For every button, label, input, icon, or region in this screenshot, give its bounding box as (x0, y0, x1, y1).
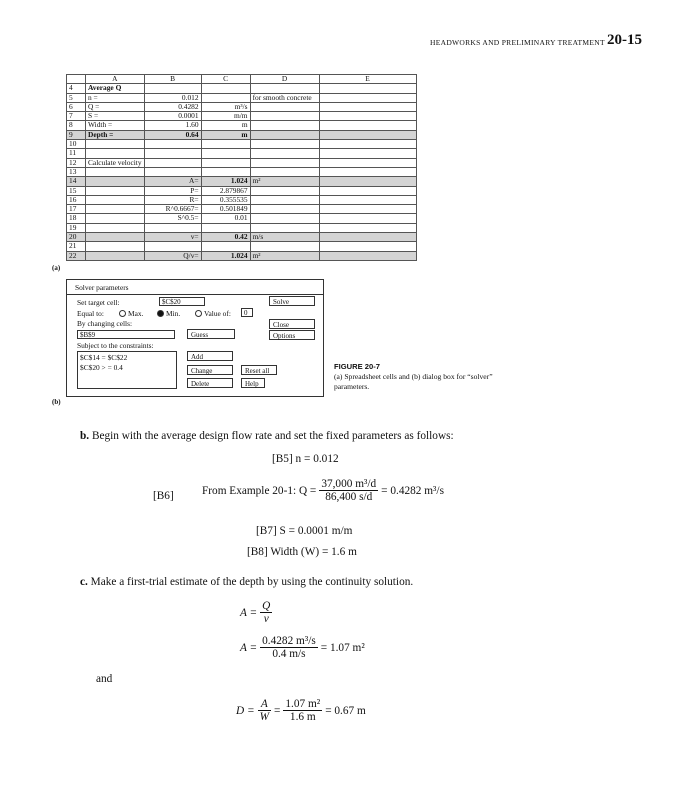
cell-e[interactable] (319, 102, 416, 111)
fraction-denominator: W (259, 711, 270, 723)
cell-e[interactable] (319, 140, 416, 149)
constraints-list[interactable] (77, 351, 177, 389)
min-radio-group[interactable] (157, 309, 180, 318)
dialog-title: Solver parameters (75, 283, 129, 292)
caption-line: (a) Spreadsheet cells and (b) dialog box for “solver” (334, 372, 493, 381)
cell-d[interactable] (250, 158, 319, 167)
cell-b[interactable]: S^0.5= (144, 214, 201, 223)
cell-b[interactable] (144, 140, 201, 149)
cell-e[interactable] (319, 195, 416, 204)
add-button[interactable]: Add (187, 351, 233, 361)
cell-b[interactable]: R^0.6667= (144, 205, 201, 214)
column-header: C (201, 75, 250, 84)
column-header: A (86, 75, 145, 84)
value-of-radio[interactable] (195, 310, 202, 317)
cell-d[interactable] (250, 121, 319, 130)
cell-c[interactable] (201, 93, 250, 102)
equation-b7: [B7] S = 0.0001 m/m (256, 525, 353, 537)
cell-c[interactable]: 2.879867 (201, 186, 250, 195)
cell-b[interactable]: 0.0001 (144, 112, 201, 121)
change-button[interactable]: Change (187, 365, 233, 375)
cell-c[interactable] (201, 84, 250, 93)
cell-a[interactable]: Calculate velocity (86, 158, 145, 167)
cell-a[interactable] (86, 223, 145, 232)
cell-e[interactable] (319, 158, 416, 167)
depth-equals: = (274, 704, 281, 717)
cell-c[interactable]: 1.024 (201, 177, 250, 186)
solve-button[interactable]: Solve (269, 296, 315, 306)
spreadsheet-row (67, 233, 417, 242)
row-number-cell[interactable]: 5 (67, 93, 86, 102)
depth-result: = 0.67 m (325, 704, 366, 717)
page-number: 20-15 (607, 32, 642, 48)
cell-a[interactable] (86, 214, 145, 223)
cell-a[interactable] (86, 233, 145, 242)
cell-e[interactable] (319, 121, 416, 130)
cell-e[interactable] (319, 214, 416, 223)
row-number-cell[interactable]: 7 (67, 112, 86, 121)
cell-e[interactable] (319, 177, 416, 186)
figure-part-b-label: (b) (52, 398, 61, 406)
min-radio[interactable] (157, 310, 164, 317)
cell-e[interactable] (319, 251, 416, 260)
cell-b[interactable]: v= (144, 233, 201, 242)
b6-fraction (319, 478, 378, 503)
cell-d[interactable]: m/s (250, 233, 319, 242)
cell-c[interactable]: m (201, 121, 250, 130)
cell-a[interactable]: n = (86, 93, 145, 102)
cell-b[interactable]: 0.64 (144, 130, 201, 139)
step-b-text: Begin with the average design flow rate and set the fixed parameters as follows: (91, 430, 454, 442)
max-radio-group[interactable] (119, 309, 143, 318)
running-header: HEADWORKS AND PRELIMINARY TREATMENT (430, 38, 605, 47)
cell-a[interactable] (86, 251, 145, 260)
min-label: Min. (166, 309, 181, 318)
value-of-label: Value of: (204, 309, 231, 318)
spreadsheet-row (67, 186, 417, 195)
b6-result: = 0.4282 m³/s (381, 484, 444, 497)
area-fraction (260, 635, 318, 660)
equation-area-2 (240, 635, 365, 660)
cell-b[interactable]: 1.60 (144, 121, 201, 130)
fraction-denominator: v (263, 613, 269, 625)
cell-a[interactable] (86, 167, 145, 176)
spreadsheet-row (67, 93, 417, 102)
row-number-cell[interactable]: 18 (67, 214, 86, 223)
spreadsheet-row (67, 242, 417, 251)
equation-b5: [B5] n = 0.012 (272, 453, 339, 465)
cell-d[interactable] (250, 186, 319, 195)
cell-d[interactable]: m² (250, 177, 319, 186)
row-number-cell[interactable]: 14 (67, 177, 86, 186)
row-number-cell[interactable]: 6 (67, 102, 86, 111)
cell-d[interactable] (250, 84, 319, 93)
cell-c[interactable]: m (201, 130, 250, 139)
step-c-label: c. (80, 576, 88, 588)
cell-e[interactable] (319, 112, 416, 121)
spreadsheet-row (67, 121, 417, 130)
target-cell-input[interactable]: $C$20 (159, 297, 205, 306)
reset-all-button[interactable]: Reset all (241, 365, 277, 375)
max-radio[interactable] (119, 310, 126, 317)
column-header: D (250, 75, 319, 84)
row-number-cell[interactable]: 15 (67, 186, 86, 195)
equal-to-label: Equal to: (77, 309, 104, 318)
spreadsheet-row (67, 214, 417, 223)
equation-depth (236, 698, 366, 723)
cell-d[interactable] (250, 195, 319, 204)
spreadsheet-row (67, 149, 417, 158)
cell-a[interactable]: Depth = (86, 130, 145, 139)
cell-b[interactable]: 0.4282 (144, 102, 201, 111)
guess-button[interactable]: Guess (187, 329, 235, 339)
fraction-numerator: A (258, 698, 271, 711)
and-text: and (96, 673, 113, 685)
fraction-numerator: 0.4282 m³/s (262, 635, 316, 647)
cell-e[interactable] (319, 84, 416, 93)
help-button[interactable]: Help (241, 378, 265, 388)
cell-e[interactable] (319, 130, 416, 139)
figure-title: FIGURE 20-7 (334, 362, 380, 371)
cell-c[interactable]: 0.501849 (201, 205, 250, 214)
cell-c[interactable] (201, 149, 250, 158)
cell-a[interactable] (86, 140, 145, 149)
cell-d[interactable] (250, 140, 319, 149)
set-target-label: Set target cell: (77, 298, 120, 307)
spreadsheet-row (67, 130, 417, 139)
cell-b[interactable]: 0.012 (144, 93, 201, 102)
cell-b[interactable]: P= (144, 186, 201, 195)
cell-b[interactable]: Q/v= (144, 251, 201, 260)
cell-e[interactable] (319, 233, 416, 242)
fraction-numerator: Q (262, 600, 271, 612)
fraction-numerator: 1.07 m² (285, 698, 321, 710)
cell-c[interactable]: m/m (201, 112, 250, 121)
cell-a[interactable] (86, 149, 145, 158)
cell-a[interactable]: Q = (86, 102, 145, 111)
area-lhs: A = (240, 606, 258, 619)
cell-a[interactable] (86, 195, 145, 204)
solver-dialog (66, 279, 324, 397)
cell-b[interactable] (144, 149, 201, 158)
cell-c[interactable]: m³/s (201, 102, 250, 111)
cell-c[interactable]: 0.42 (201, 233, 250, 242)
cell-a[interactable] (86, 205, 145, 214)
column-header: B (144, 75, 201, 84)
row-number-cell[interactable]: 11 (67, 149, 86, 158)
value-of-input[interactable]: 0 (241, 308, 253, 317)
row-number-cell[interactable]: 9 (67, 130, 86, 139)
cell-e[interactable] (319, 186, 416, 195)
cell-c[interactable] (201, 158, 250, 167)
fraction-numerator: 37,000 m³/d (321, 478, 377, 490)
delete-button[interactable]: Delete (187, 378, 233, 388)
fraction-denominator: 0.4 m/s (272, 648, 306, 660)
cell-d[interactable] (250, 214, 319, 223)
cell-b[interactable] (144, 84, 201, 93)
row-number-cell[interactable]: 4 (67, 84, 86, 93)
constraint-item[interactable]: $C$14 = $C$22 (80, 353, 128, 362)
cell-b[interactable]: R= (144, 195, 201, 204)
area-lhs: A = (240, 641, 258, 654)
cell-e[interactable] (319, 167, 416, 176)
cell-c[interactable]: 1.024 (201, 251, 250, 260)
cell-b[interactable] (144, 158, 201, 167)
cell-d[interactable]: for smooth concrete (250, 93, 319, 102)
constraints-label: Subject to the constraints: (77, 341, 154, 350)
changing-cells-label: By changing cells: (77, 319, 133, 328)
cell-e[interactable] (319, 93, 416, 102)
figure-part-a-label: (a) (52, 264, 61, 272)
cell-a[interactable]: Average Q (86, 84, 145, 93)
row-number-cell[interactable]: 13 (67, 167, 86, 176)
close-button[interactable]: Close (269, 319, 315, 329)
row-number-cell[interactable]: 22 (67, 251, 86, 260)
step-c-paragraph (80, 576, 413, 588)
row-number-cell[interactable]: 16 (67, 195, 86, 204)
spreadsheet-row (67, 251, 417, 260)
cell-e[interactable] (319, 149, 416, 158)
spreadsheet-row (67, 177, 417, 186)
cell-b[interactable] (144, 242, 201, 251)
fraction-denominator: 1.6 m (289, 711, 316, 723)
cell-c[interactable] (201, 140, 250, 149)
cell-d[interactable] (250, 102, 319, 111)
cell-e[interactable] (319, 242, 416, 251)
cell-b[interactable]: A= (144, 177, 201, 186)
spreadsheet-row (67, 140, 417, 149)
equation-b8: [B8] Width (W) = 1.6 m (247, 546, 357, 558)
value-of-radio-group[interactable] (195, 309, 231, 318)
cell-c[interactable]: 0.355535 (201, 195, 250, 204)
depth-fraction (283, 698, 322, 723)
row-number-cell[interactable]: 8 (67, 121, 86, 130)
row-number-cell[interactable]: 20 (67, 233, 86, 242)
a-over-w-fraction (258, 698, 271, 723)
cell-e[interactable] (319, 205, 416, 214)
cell-d[interactable] (250, 112, 319, 121)
fraction-denominator: 86,400 s/d (325, 491, 373, 503)
spreadsheet-row (67, 84, 417, 93)
cell-a[interactable] (86, 186, 145, 195)
row-number-cell[interactable]: 10 (67, 140, 86, 149)
cell-a[interactable]: S = (86, 112, 145, 121)
row-number-cell[interactable]: 12 (67, 158, 86, 167)
equation-area-1 (240, 600, 272, 625)
q-over-v-fraction (260, 600, 272, 625)
row-number-cell[interactable]: 17 (67, 205, 86, 214)
cell-a[interactable]: Width = (86, 121, 145, 130)
title-divider (67, 294, 323, 295)
column-header: E (319, 75, 416, 84)
cell-a[interactable] (86, 177, 145, 186)
cell-c[interactable]: 0.01 (201, 214, 250, 223)
area-result: = 1.07 m² (320, 641, 365, 654)
row-number-cell[interactable]: 19 (67, 223, 86, 232)
spreadsheet-row (67, 158, 417, 167)
cell-d[interactable] (250, 149, 319, 158)
equation-b6-tag: [B6] (153, 490, 174, 502)
constraint-item[interactable]: $C$20 > = 0.4 (80, 363, 123, 372)
equation-b6 (202, 478, 444, 503)
step-c-text: Make a first-trial estimate of the depth by using the continuity solution. (90, 576, 414, 588)
max-label: Max. (128, 309, 144, 318)
step-b-paragraph (80, 430, 454, 442)
spreadsheet-table (66, 74, 417, 261)
cell-d[interactable] (250, 130, 319, 139)
step-b-label: b. (80, 430, 90, 442)
b6-text: From Example 20-1: Q = (202, 484, 317, 497)
depth-lhs: D = (236, 704, 255, 717)
row-number-cell[interactable]: 21 (67, 242, 86, 251)
changing-cells-input[interactable]: $B$9 (77, 330, 175, 339)
caption-line: parameters. (334, 382, 370, 391)
cell-d[interactable] (250, 242, 319, 251)
figure-caption (334, 362, 564, 392)
cell-c[interactable] (201, 242, 250, 251)
cell-d[interactable]: m² (250, 251, 319, 260)
cell-a[interactable] (86, 242, 145, 251)
cell-e[interactable] (319, 223, 416, 232)
cell-d[interactable] (250, 205, 319, 214)
options-button[interactable]: Options (269, 330, 315, 340)
